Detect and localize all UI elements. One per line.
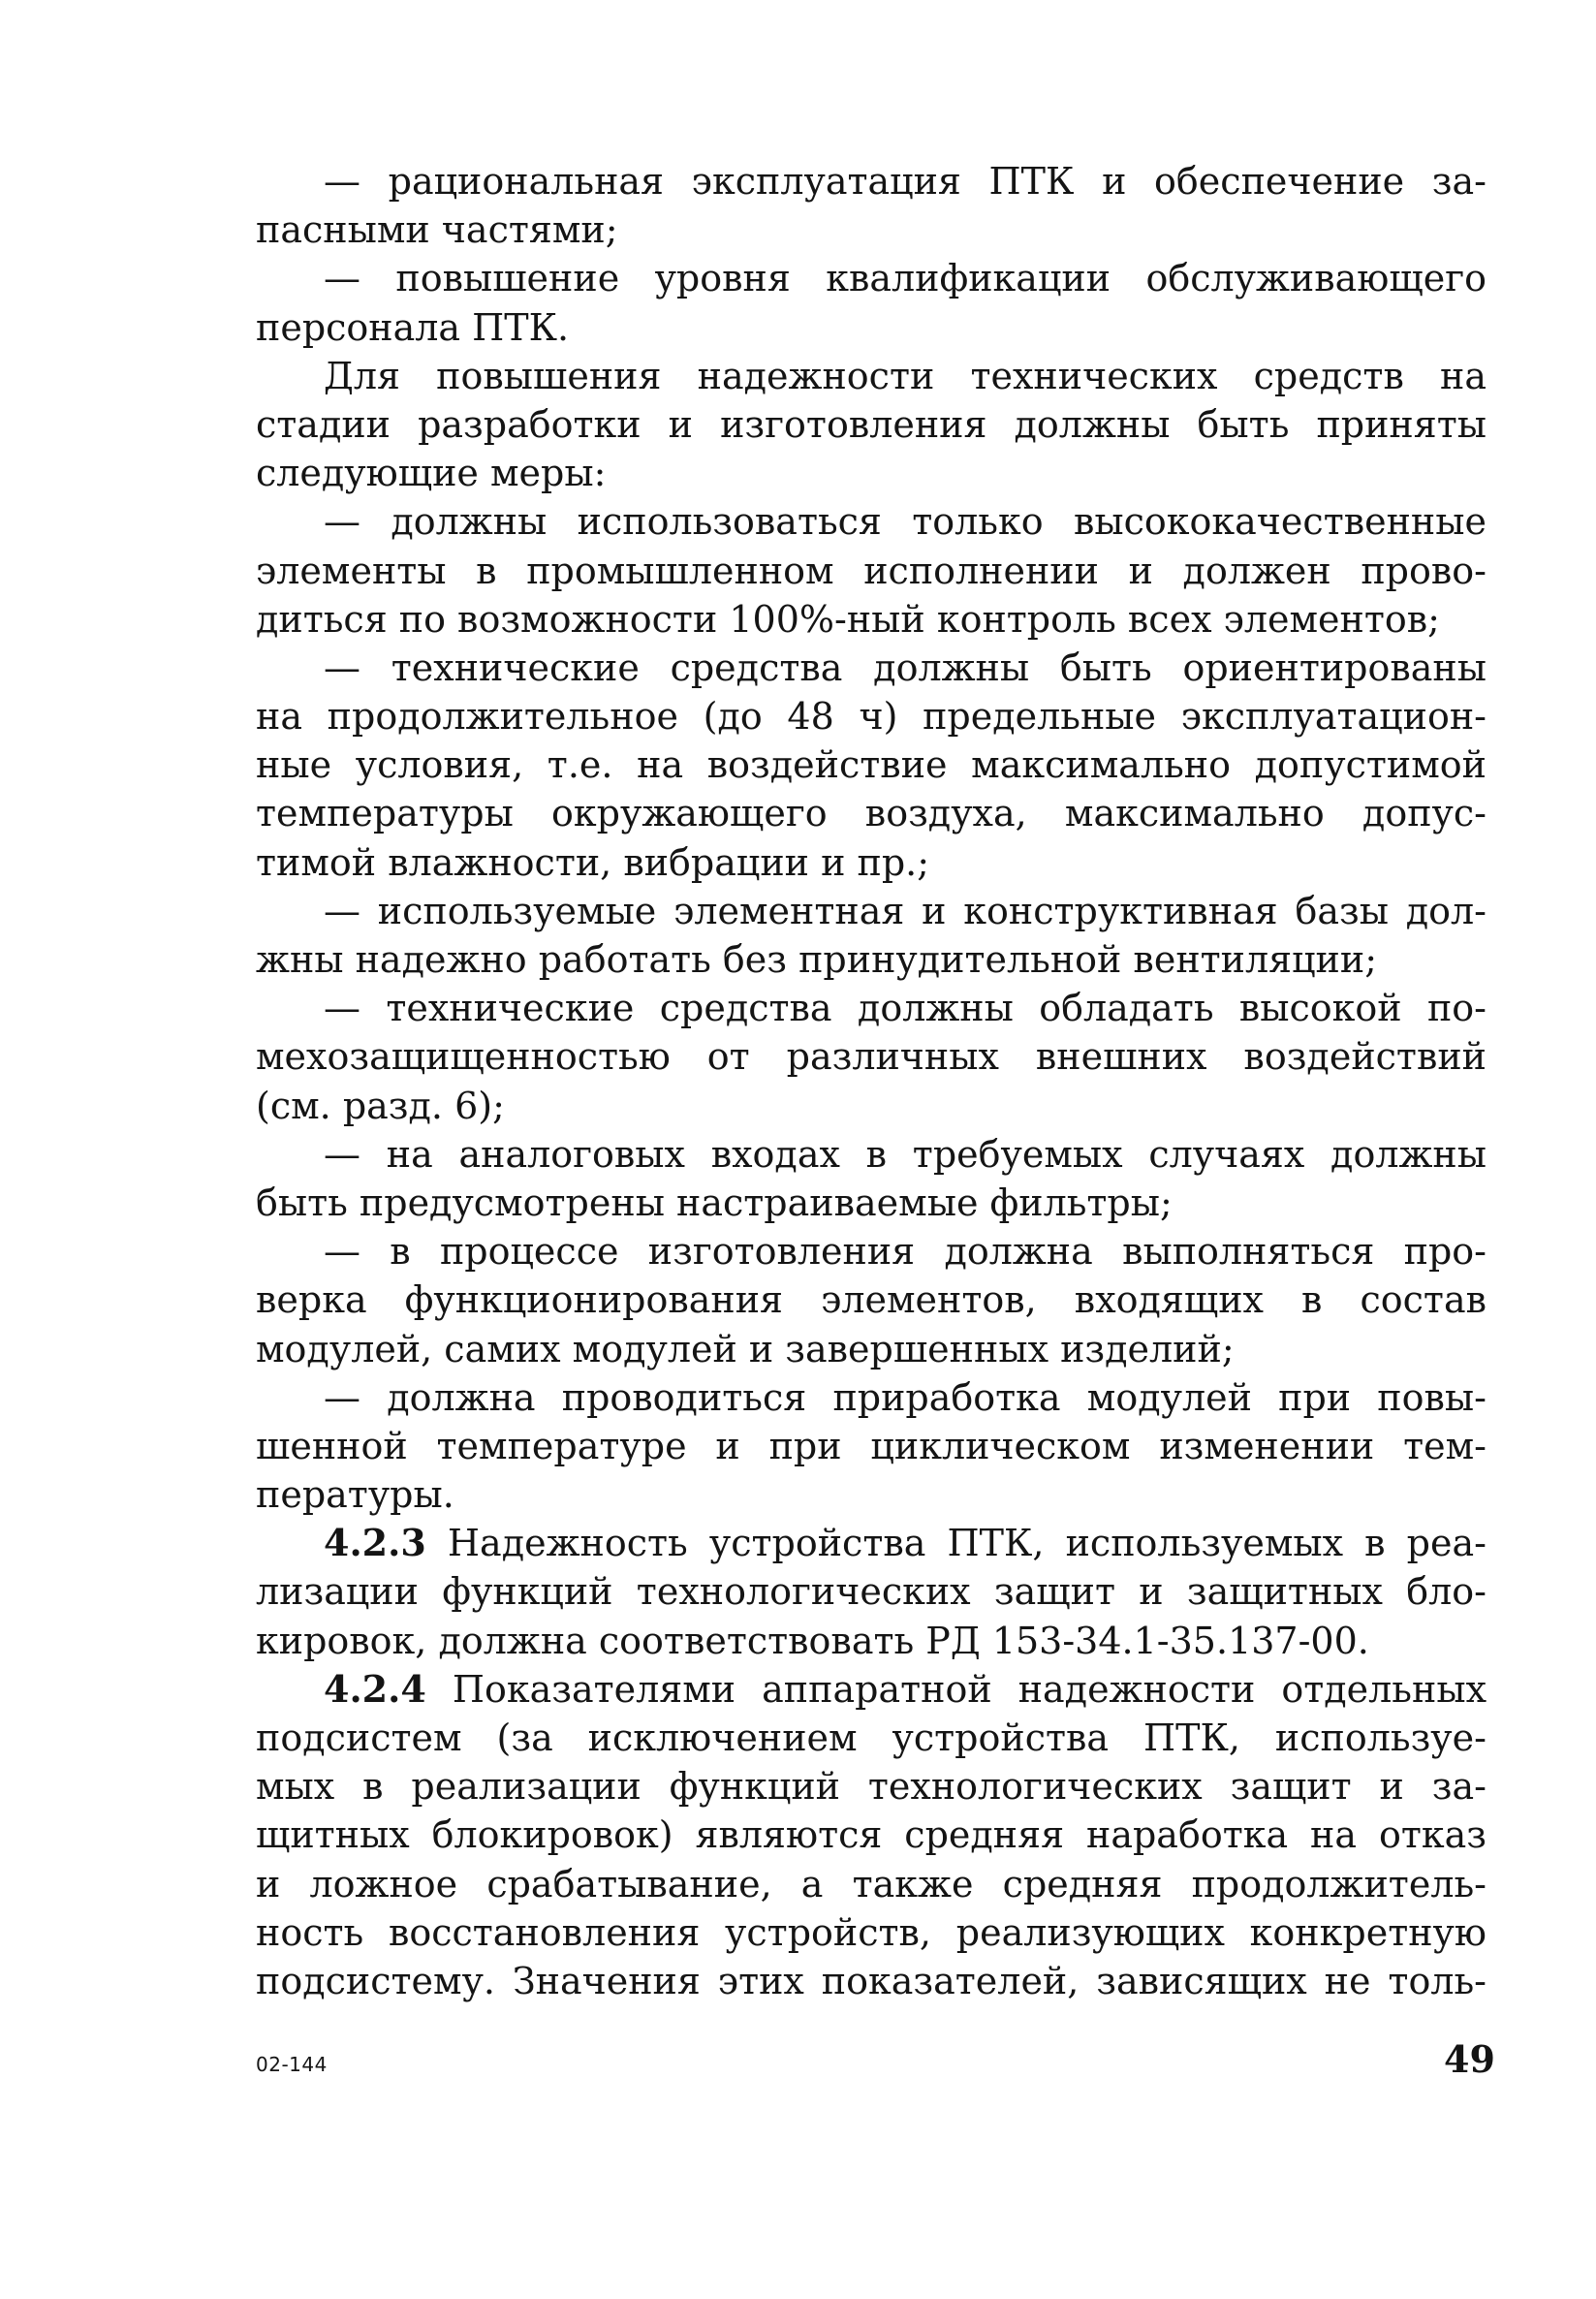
text-line	[256, 254, 1486, 302]
line-text: — должна проводиться приработка модулей при повы-	[324, 1375, 1486, 1419]
line-text: следующие меры:	[256, 452, 607, 495]
line-text: пературы.	[256, 1473, 454, 1517]
text-line	[256, 497, 1486, 546]
text-line	[256, 1567, 1486, 1616]
text-line	[256, 303, 1486, 352]
text-line	[256, 1082, 1486, 1130]
line-text: температуры окружающего воздуха, максимально допус-	[256, 792, 1486, 835]
text-line	[256, 935, 1486, 984]
text-line	[256, 1665, 1486, 1714]
line-text: Для повышения надежности технических средств на	[324, 354, 1486, 397]
line-text: — на аналоговых входах в требуемых случаях должны	[324, 1132, 1486, 1176]
text-line	[256, 547, 1486, 595]
line-text: (см. разд. 6);	[256, 1084, 505, 1127]
text-line	[256, 205, 1486, 254]
text-line	[256, 1130, 1486, 1179]
text-line	[256, 1470, 1486, 1519]
text-line	[256, 1617, 1486, 1665]
text-line	[256, 1275, 1486, 1324]
line-text: щитных блокировок) являются средняя наработка на отказ	[256, 1813, 1486, 1857]
section-number: 4.2.4	[324, 1666, 426, 1711]
line-text: — технические средства должны обладать высокой по-	[324, 987, 1486, 1030]
text-line	[256, 1032, 1486, 1081]
text-line	[256, 1519, 1486, 1567]
text-line	[256, 692, 1486, 740]
line-text: — рациональная эксплуатация ПТК и обеспечение за-	[324, 160, 1486, 203]
text-line	[256, 644, 1486, 692]
text-line	[256, 887, 1486, 935]
line-text: модулей, самих модулей и завершенных изделий;	[256, 1327, 1235, 1370]
line-text: тимой влажности, вибрации и пр.;	[256, 840, 930, 884]
line-text: — повышение уровня квалификации обслуживающего	[324, 257, 1486, 300]
line-text: быть предусмотрены настраиваемые фильтры;	[256, 1181, 1173, 1224]
line-text: стадии разработки и изготовления должны быть приняты	[256, 402, 1486, 446]
line-text: ность восстановления устройств, реализующих конкретную	[256, 1910, 1486, 1954]
line-text: мых в реализации функций технологических защит и за-	[256, 1765, 1486, 1809]
line-text: — используемые элементная и конструктивная базы дол-	[324, 889, 1486, 932]
text-line	[256, 1957, 1486, 2005]
text-line	[256, 1325, 1486, 1373]
page-number: 49	[1444, 2037, 1495, 2081]
line-text: Показателями аппаратной надежности отдельных	[425, 1667, 1486, 1711]
body-text	[256, 157, 1486, 2005]
text-line	[256, 400, 1486, 449]
line-text: Надежность устройства ПТК, используемых в реа-	[425, 1522, 1486, 1565]
line-text: — должны использоваться только высококачественные	[324, 500, 1486, 544]
line-text: верка функционирования элементов, входящих в состав	[256, 1278, 1486, 1322]
text-line	[256, 789, 1486, 837]
line-text: шенной температуре и при циклическом изменении тем-	[256, 1424, 1486, 1467]
footer-code: 02-144	[256, 2053, 328, 2076]
text-line	[256, 1422, 1486, 1470]
line-text: на продолжительное (до 48 ч) предельные эксплуатацион-	[256, 695, 1486, 739]
text-line	[256, 1179, 1486, 1227]
text-line	[256, 1373, 1486, 1422]
line-text: жны надежно работать без принудительной вентиляции;	[256, 938, 1377, 981]
line-text: пасными частями;	[256, 208, 618, 252]
section-number: 4.2.3	[324, 1521, 426, 1565]
line-text: диться по возможности 100%-ный контроль всех элементов;	[256, 597, 1440, 641]
line-text: персонала ПТК.	[256, 305, 570, 349]
line-text: подсистему. Значения этих показателей, зависящих не толь-	[256, 1959, 1486, 2002]
line-text: ные условия, т.е. на воздействие максимально допустимой	[256, 743, 1486, 787]
text-line	[256, 1860, 1486, 1908]
line-text: кировок, должна соответствовать РД 153-34.1-35.137-00.	[256, 1619, 1369, 1662]
line-text: лизации функций технологических защит и защитных бло-	[256, 1570, 1486, 1614]
text-line	[256, 157, 1486, 205]
text-line	[256, 449, 1486, 497]
text-line	[256, 740, 1486, 789]
text-line	[256, 1227, 1486, 1275]
line-text: элементы в промышленном исполнении и должен прово-	[256, 549, 1486, 592]
text-line	[256, 352, 1486, 400]
text-line	[256, 1714, 1486, 1762]
text-line	[256, 595, 1486, 644]
text-line	[256, 984, 1486, 1032]
text-line	[256, 1811, 1486, 1859]
text-line	[256, 1762, 1486, 1811]
line-text: и ложное срабатывание, а также средняя продолжитель-	[256, 1862, 1486, 1905]
line-text: мехозащищенностью от различных внешних воздействий	[256, 1035, 1486, 1079]
text-line	[256, 838, 1486, 887]
line-text: — технические средства должны быть ориентированы	[324, 646, 1486, 689]
text-line	[256, 1908, 1486, 1957]
line-text: подсистем (за исключением устройства ПТК, используе-	[256, 1716, 1486, 1759]
line-text: — в процессе изготовления должна выполняться про-	[324, 1230, 1486, 1274]
